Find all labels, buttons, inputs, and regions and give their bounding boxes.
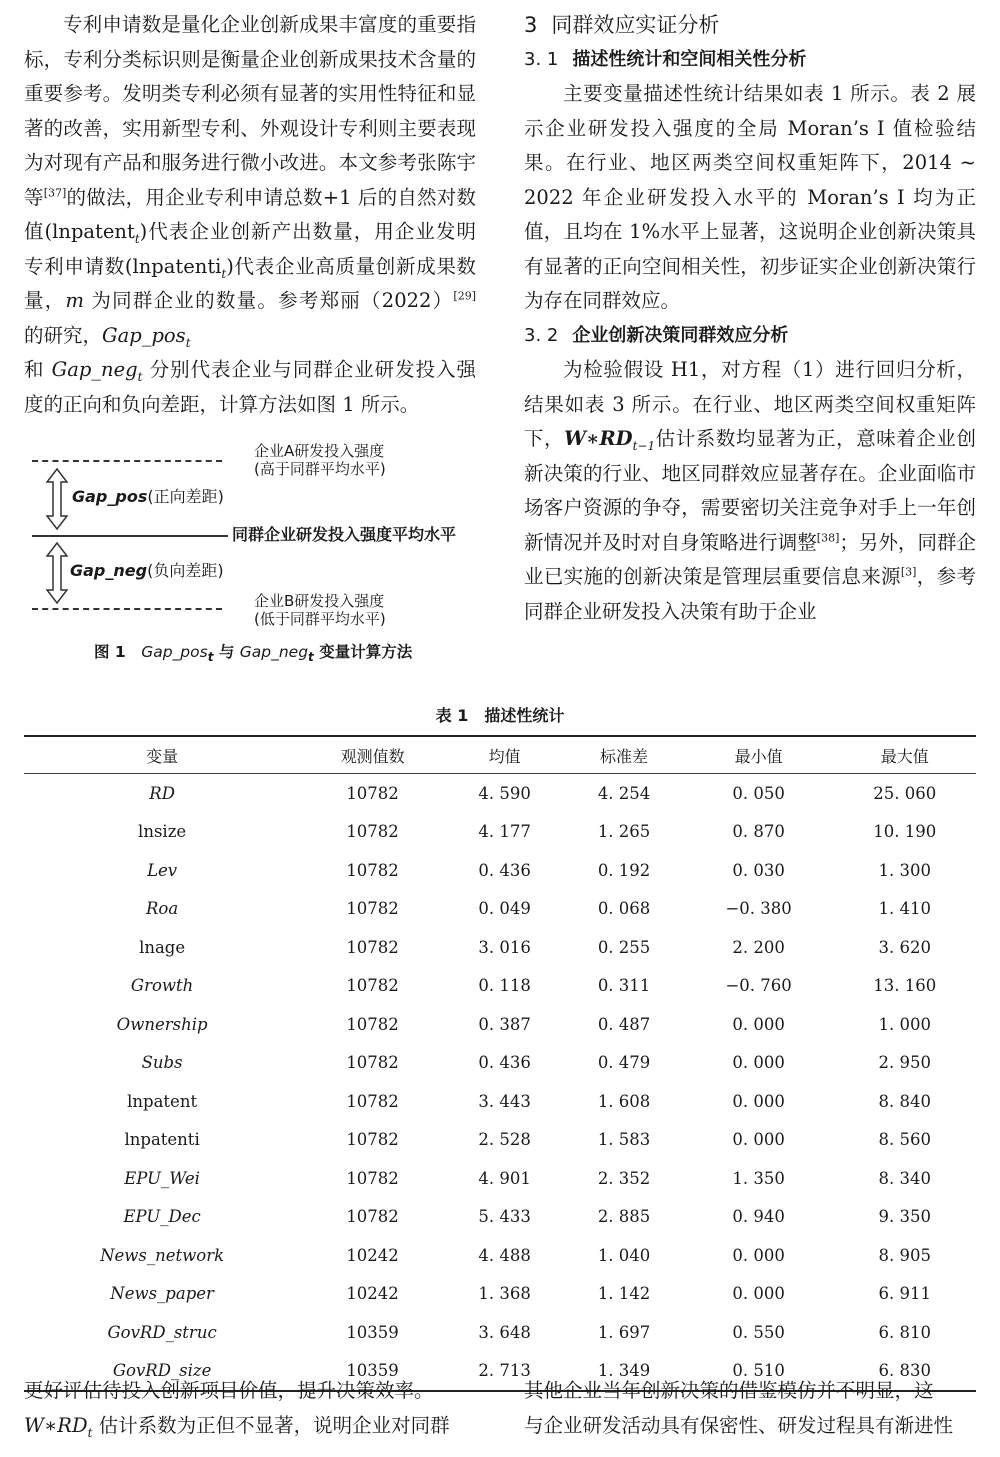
table-value-cell: 0. 940 bbox=[732, 1207, 785, 1227]
table-value-cell: 0. 000 bbox=[732, 1014, 785, 1034]
line-peer-average bbox=[32, 535, 228, 537]
table-value-cell: 1. 349 bbox=[597, 1361, 651, 1381]
table-value-cell: 10782 bbox=[346, 899, 399, 919]
table-value-cell: 0. 000 bbox=[732, 1245, 785, 1265]
table-value-cell: 3. 443 bbox=[478, 1091, 531, 1111]
table-value-cell: 10782 bbox=[346, 1053, 399, 1073]
bottom-left-text: 更好评估待投入创新项目价值，提升决策效率。 $W∗RD_t$ 估计系数为正但不显著，说明企业对同群 bbox=[24, 1379, 450, 1440]
table-value-cell: 6. 911 bbox=[878, 1284, 931, 1304]
table-row bbox=[24, 928, 976, 967]
table-value-cell: 0. 068 bbox=[597, 899, 651, 919]
table-value-cell: 2. 950 bbox=[878, 1053, 931, 1073]
table-value-cell: 0. 050 bbox=[732, 783, 785, 803]
table-header-row bbox=[24, 736, 976, 774]
left-column bbox=[24, 8, 476, 422]
table-row bbox=[24, 813, 976, 852]
table-variable-cell: Growth bbox=[130, 976, 194, 996]
table-value-cell: 3. 620 bbox=[878, 937, 931, 957]
double-arrow-icon bbox=[46, 542, 68, 604]
table-value-cell: 10242 bbox=[346, 1245, 399, 1265]
table-value-cell: 9. 350 bbox=[878, 1207, 931, 1227]
table-row bbox=[24, 967, 976, 1006]
table-value-cell: 10782 bbox=[346, 1207, 399, 1227]
table-value-cell: 4. 177 bbox=[478, 822, 531, 842]
table-variable-cell: Lev bbox=[147, 860, 178, 880]
table-variable-cell: EPU_Wei bbox=[124, 1168, 200, 1188]
table-variable-cell: Ownership bbox=[116, 1014, 208, 1034]
table-value-cell: 8. 560 bbox=[878, 1130, 931, 1150]
table-value-cell: −0. 380 bbox=[725, 899, 792, 919]
table-value-cell: 1. 697 bbox=[597, 1322, 651, 1342]
table-value-cell: 0. 000 bbox=[732, 1130, 785, 1150]
table-header-cell: 均值 bbox=[488, 746, 521, 766]
table-value-cell: 0. 436 bbox=[478, 860, 531, 880]
table-value-cell: 0. 387 bbox=[478, 1014, 531, 1034]
figure-caption: 图 1 Gap_pos$_t$ 与 Gap_neg$_t$ 变量计算方法 bbox=[94, 643, 413, 665]
table-variable-cell: lnpatent bbox=[127, 1091, 198, 1111]
table-header-cell: 变量 bbox=[146, 746, 179, 766]
table-row bbox=[24, 1005, 976, 1044]
table-value-cell: 10782 bbox=[346, 783, 399, 803]
table-variable-cell: lnage bbox=[139, 937, 186, 957]
right-column bbox=[524, 8, 976, 629]
table-value-cell: 1. 040 bbox=[597, 1245, 651, 1265]
table-row bbox=[24, 1198, 976, 1237]
table-value-cell: 0. 030 bbox=[732, 860, 785, 880]
table-variable-cell: Roa bbox=[146, 899, 179, 919]
table-value-cell: 8. 340 bbox=[878, 1168, 931, 1188]
table-value-cell: 2. 528 bbox=[478, 1130, 531, 1150]
table-value-cell: 10. 190 bbox=[873, 822, 937, 842]
table-value-cell: 10242 bbox=[346, 1284, 399, 1304]
table-variable-cell: EPU_Dec bbox=[123, 1207, 201, 1227]
table-title: 表 1 描述性统计 bbox=[435, 706, 565, 725]
table-value-cell: 13. 160 bbox=[873, 976, 937, 996]
table-value-cell: 0. 000 bbox=[732, 1284, 785, 1304]
gap-pos-label: Gap_pos(正向差距) bbox=[72, 487, 224, 506]
table-value-cell: 1. 265 bbox=[597, 822, 651, 842]
section-heading-3-1: 3. 1 描述性统计和空间相关性分析 bbox=[524, 48, 807, 70]
table-value-cell: 8. 905 bbox=[878, 1245, 931, 1265]
table-value-cell: 1. 368 bbox=[478, 1284, 531, 1304]
section-heading-3-2: 3. 2 企业创新决策同群效应分析 bbox=[524, 324, 789, 346]
table-value-cell: 1. 608 bbox=[597, 1091, 651, 1111]
citation-29[interactable]: [29] bbox=[453, 289, 476, 303]
table-row bbox=[24, 1121, 976, 1160]
table-row bbox=[24, 1082, 976, 1121]
table-variable-cell: Subs bbox=[141, 1053, 183, 1073]
table-value-cell: 4. 901 bbox=[478, 1168, 531, 1188]
table-value-cell: 1. 000 bbox=[878, 1014, 931, 1034]
line-firm-b bbox=[32, 608, 222, 610]
label-firm-a: 企业A研发投入强度 (高于同群平均水平) bbox=[254, 442, 386, 478]
table-value-cell: 0. 870 bbox=[732, 822, 785, 842]
table-value-cell: 5. 433 bbox=[478, 1207, 531, 1227]
table-row bbox=[24, 890, 976, 929]
table-value-cell: 0. 487 bbox=[597, 1014, 651, 1034]
table-value-cell: 10782 bbox=[346, 1091, 399, 1111]
citation-3[interactable]: [3] bbox=[900, 565, 917, 579]
paragraph-regression: 为检验假设 H1，对方程（1）进行回归分析，结果如表 3 所示。在行业、地区两类空间权重矩阵下，$W∗RD_{t-1}$估计系数均显著为正，意味着企业创新决策的行业、地区同群效应显著存在。企业面临市场客户资源的争夺，需要密切关注竞争对手上一年创新情况并及时对自身策略进行调整[38]；另外，同群企业已实施的创新决策是管理层重要信息来源[3]，参考同群企业研发投入决策有助于企业 bbox=[524, 358, 976, 623]
table-row bbox=[24, 774, 976, 813]
table-variable-cell: GovRD_size bbox=[112, 1361, 212, 1381]
descriptive-statistics-table bbox=[24, 735, 976, 1392]
label-firm-b: 企业B研发投入强度 (低于同群平均水平) bbox=[254, 592, 386, 628]
table-variable-cell: lnsize bbox=[138, 822, 187, 842]
table-row bbox=[24, 1313, 976, 1352]
table-value-cell: 1. 142 bbox=[597, 1284, 651, 1304]
table-value-cell: 10359 bbox=[346, 1361, 399, 1381]
paragraph-descriptive: 主要变量描述性统计结果如表 1 所示。表 2 展示企业研发投入强度的全局 Moran’s I 值检验结果。在行业、地区两类空间权重矩阵下，2014 ~ 2022 年企业研发投入水平的 Moran’s I 均为正值，且均在 1%水平上显著，这说明企业创新决策具有显著的正向空间相关性，初步证实企业创新决策行为存在同群效应。 bbox=[524, 82, 976, 312]
table-value-cell: 0. 192 bbox=[597, 860, 651, 880]
table-value-cell: 10782 bbox=[346, 860, 399, 880]
table-row bbox=[24, 1159, 976, 1198]
table-variable-cell: RD bbox=[149, 783, 175, 803]
table-value-cell: 0. 479 bbox=[597, 1053, 651, 1073]
table-value-cell: 0. 000 bbox=[732, 1053, 785, 1073]
figure-1 bbox=[24, 440, 484, 670]
table-value-cell: 0. 255 bbox=[597, 937, 651, 957]
table-header-cell: 观测值数 bbox=[340, 746, 405, 766]
peer-average-label: 同群企业研发投入强度平均水平 bbox=[232, 525, 457, 544]
table-value-cell: 1. 410 bbox=[878, 899, 931, 919]
table-value-cell: 6. 830 bbox=[878, 1361, 931, 1381]
section-heading-3: 3 同群效应实证分析 bbox=[524, 13, 720, 37]
citation-38[interactable]: [38] bbox=[816, 531, 840, 544]
table-value-cell: 2. 885 bbox=[597, 1207, 651, 1227]
table-value-cell: 3. 648 bbox=[478, 1322, 531, 1342]
table-header-cell: 标准差 bbox=[600, 746, 649, 766]
table-value-cell: 10782 bbox=[346, 1168, 399, 1188]
table-row bbox=[24, 851, 976, 890]
table-header-cell: 最小值 bbox=[734, 746, 783, 766]
table-row bbox=[24, 1044, 976, 1083]
table-value-cell: 10782 bbox=[346, 937, 399, 957]
table-value-cell: 10782 bbox=[346, 1130, 399, 1150]
table-value-cell: 4. 254 bbox=[597, 783, 651, 803]
table-value-cell: 10782 bbox=[346, 822, 399, 842]
table-value-cell: 0. 118 bbox=[478, 976, 531, 996]
table-value-cell: 2. 352 bbox=[597, 1168, 651, 1188]
table-value-cell: 3. 016 bbox=[478, 937, 531, 957]
table-header-cell: 最大值 bbox=[880, 746, 929, 766]
double-arrow-icon bbox=[46, 468, 68, 530]
table-value-cell: 0. 510 bbox=[732, 1361, 785, 1381]
table-value-cell: 0. 049 bbox=[478, 899, 531, 919]
table-variable-cell: News_network bbox=[100, 1245, 225, 1265]
table-row bbox=[24, 1275, 976, 1314]
table-value-cell: 4. 590 bbox=[478, 783, 531, 803]
table-value-cell: 1. 350 bbox=[732, 1168, 785, 1188]
paragraph-patent: 专利申请数是量化企业创新成果丰富度的重要指标，专利分类标识则是衡量企业创新成果技术含量的重要参考。发明类专利必须有显著的实用性特征和显著的改善，实用新型专利、外观设计专利则主要表现为对现有产品和服务进行微小改进。本文参考张陈宇等[37]的做法，用企业专利申请总数+1 后的自然对数值(lnpatent$_t$)代表企业创新产出数量，用企业发明专利申请数(lnpatenti$_t$)代表企业高质量创新成果数量，m 为同群企业的数量。参考郑丽（2022）[29] 的研究，Gap_pos$_t$ 和 Gap_neg$_t$ 分别代表企业与同群企业研发投入强度的正向和负向差距，计算方法如图 1 所示。 bbox=[24, 13, 477, 416]
table-value-cell: 25. 060 bbox=[873, 783, 937, 803]
table-value-cell: 6. 810 bbox=[878, 1322, 931, 1342]
table-value-cell: 10782 bbox=[346, 976, 399, 996]
table-value-cell: 4. 488 bbox=[478, 1245, 531, 1265]
table-variable-cell: GovRD_struc bbox=[107, 1322, 217, 1342]
table-variable-cell: lnpatenti bbox=[124, 1130, 200, 1150]
table-value-cell: 0. 000 bbox=[732, 1091, 785, 1111]
table-variable-cell: News_paper bbox=[110, 1284, 214, 1304]
table-value-cell: 0. 550 bbox=[732, 1322, 785, 1342]
table-value-cell: 10359 bbox=[346, 1322, 399, 1342]
table-row bbox=[24, 1236, 976, 1275]
table-value-cell: 0. 311 bbox=[597, 976, 651, 996]
bottom-right-text: 其他企业当年创新决策的借鉴模仿并不明显，这 与企业研发活动具有保密性、研发过程具有渐进性 bbox=[524, 1379, 954, 1437]
table-value-cell: 1. 583 bbox=[597, 1130, 651, 1150]
line-firm-a bbox=[32, 460, 222, 462]
citation-37[interactable]: [37] bbox=[43, 186, 67, 199]
table-value-cell: 2. 200 bbox=[732, 937, 785, 957]
table-value-cell: 10782 bbox=[346, 1014, 399, 1034]
gap-neg-label: Gap_neg(负向差距) bbox=[70, 561, 224, 580]
table-value-cell: 1. 300 bbox=[878, 860, 931, 880]
table-value-cell: 8. 840 bbox=[878, 1091, 931, 1111]
table-value-cell: 0. 436 bbox=[478, 1053, 531, 1073]
table-value-cell: −0. 760 bbox=[725, 976, 792, 996]
table-value-cell: 2. 713 bbox=[478, 1361, 531, 1381]
